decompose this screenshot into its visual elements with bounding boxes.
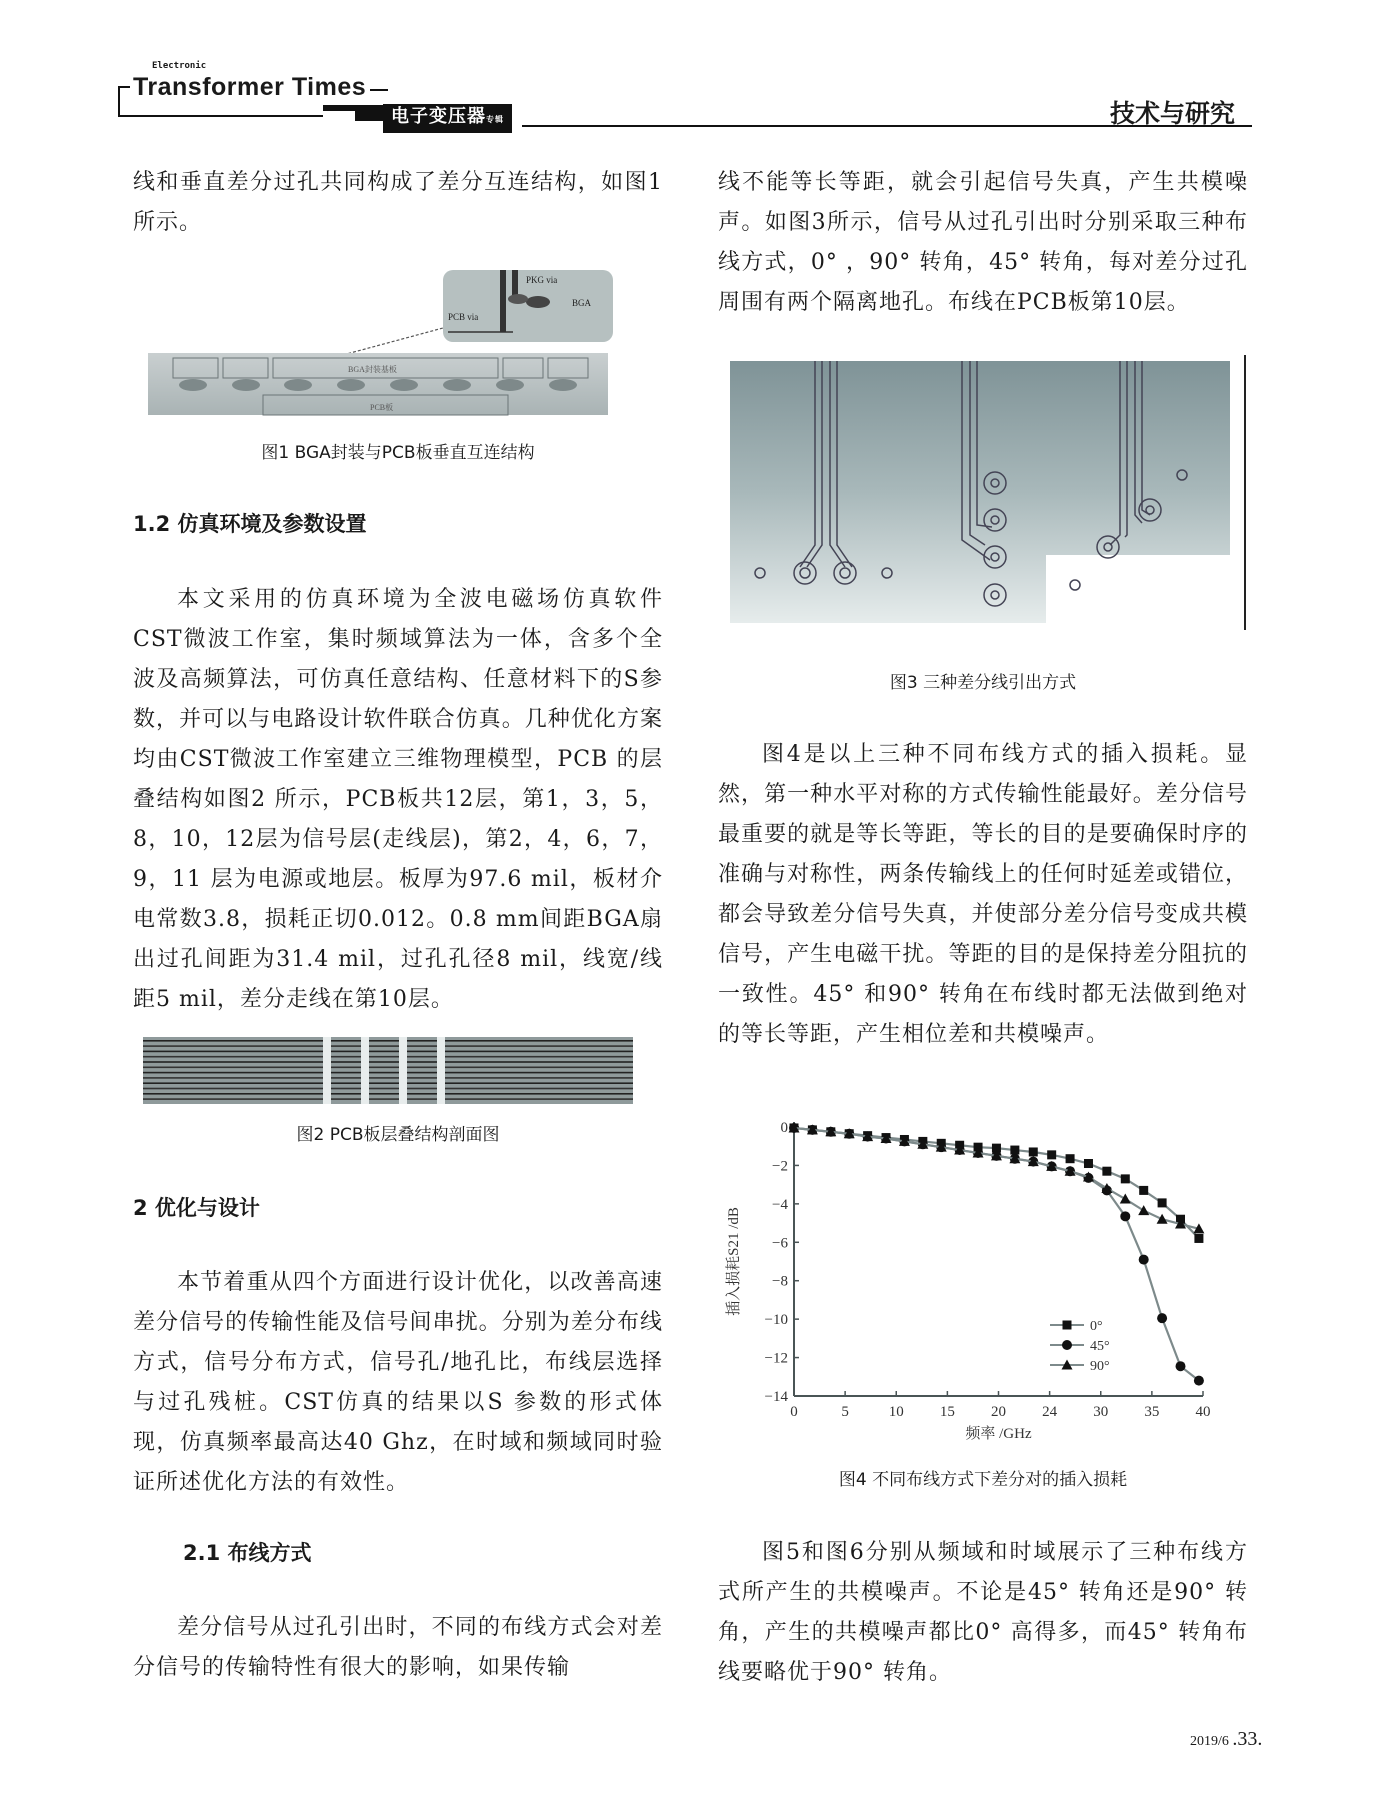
fig2-layer xyxy=(143,1045,633,1047)
fig2-layer xyxy=(143,1082,633,1084)
fig2-layer xyxy=(143,1093,633,1095)
fig2-layer xyxy=(143,1040,633,1042)
data-point xyxy=(1066,1154,1075,1163)
chart-legend xyxy=(1050,1319,1110,1374)
data-point xyxy=(1084,1159,1093,1168)
journal-cn-title: 电子变压器 xyxy=(391,106,486,127)
heading-1-2: 1.2 仿真环境及参数设置 xyxy=(133,512,367,536)
header-rule-left-bottom xyxy=(118,115,323,117)
x-tick-label: 30 xyxy=(1093,1404,1109,1420)
heading-2: 2 优化与设计 xyxy=(133,1196,260,1220)
journal-small-title: Electronic xyxy=(152,61,207,71)
data-point xyxy=(1121,1174,1130,1183)
figure-4-chart xyxy=(720,1100,1240,1445)
paragraph-1-2: 本文采用的仿真环境为全波电磁场仿真软件CST微波工作室，集时频域算法为一体，含多个全波及高频算法，可仿真任意结构、任意材料下的S参数，并可以与电路设计软件联合仿真。几种优化方案均由CST微波工作室建立三维物理模型，PCB 的层叠结构如图2 所示，PCB板共12层，第1，3，5，8，10，12层为信号层(走线层)，第2，4，6，7，9，11 层为电源或地层。板厚为97.6 mil，板材介电常数3.8，损耗正切0.012。0.8 mm间距BGA扇出过孔间距为31.4 mil，过孔孔径8 mil，线宽/线距5 mil，差分走线在第10层。 xyxy=(133,587,663,1012)
x-tick-label: 0 xyxy=(790,1404,798,1420)
fig2-via xyxy=(361,1037,369,1104)
x-tick-label: 15 xyxy=(939,1404,955,1420)
page-footer xyxy=(1190,1728,1262,1751)
journal-cn-suffix: 专辑 xyxy=(486,115,504,124)
paragraph-2-1: 差分信号从过孔引出时，不同的布线方式会对差分信号的传输特性有很大的影响，如果传输 xyxy=(133,1615,663,1680)
legend-item xyxy=(1050,1339,1110,1354)
legend-label: 45° xyxy=(1090,1339,1110,1354)
figure-3-caption: 图3 三种差分线引出方式 xyxy=(889,673,1077,693)
series-0 xyxy=(790,1123,1204,1242)
journal-cn-badge xyxy=(383,104,512,133)
x-tick-label: 5 xyxy=(841,1404,849,1420)
series-1 xyxy=(789,1123,1204,1386)
y-tick-label: −10 xyxy=(764,1312,788,1329)
paragraph-2: 本节着重从四个方面进行设计优化，以改善高速差分信号的传输性能及信号间串扰。分别为差分布线方式，信号分布方式，信号孔/地孔比，布线层选择与过孔残桩。CST仿真的结果以S 参数的形式体现，仿真频率最高达40 Ghz，在时域和频域同时验证所述优化方法的有效性。 xyxy=(133,1270,663,1495)
heading-2-1: 2.1 布线方式 xyxy=(183,1541,312,1565)
fig1-label-pcb-via: PCB via xyxy=(448,312,479,322)
fig1-label-pkg-via: PKG via xyxy=(526,275,558,285)
x-tick-label: 24 xyxy=(1042,1404,1058,1420)
fig1-pkg-via xyxy=(500,270,506,332)
header-rule-title-tail xyxy=(370,89,388,91)
section-title: 技术与研究 xyxy=(1110,99,1236,128)
data-point xyxy=(1029,1147,1038,1156)
x-tick-label: 35 xyxy=(1144,1404,1160,1420)
header-rule-left-top xyxy=(118,86,130,88)
y-tick-label: −4 xyxy=(772,1196,788,1213)
page-number: .33. xyxy=(1232,1728,1263,1750)
legend-item xyxy=(1050,1319,1103,1334)
data-point xyxy=(1120,1211,1130,1221)
fig2-layer xyxy=(143,1088,633,1090)
fig1-label-substrate: BGA封装基板 xyxy=(348,365,397,374)
data-point xyxy=(1157,1313,1167,1323)
fig2-layer xyxy=(143,1072,633,1074)
fig2-via xyxy=(323,1037,331,1104)
figure-3 xyxy=(730,355,1255,635)
figure-4-caption: 图4 不同布线方式下差分对的插入损耗 xyxy=(838,1470,1128,1490)
y-tick-label: −6 xyxy=(772,1235,788,1252)
fig2-via xyxy=(437,1037,445,1104)
chart-axes xyxy=(765,1120,1211,1420)
fig1-pkg-via-2 xyxy=(512,270,518,298)
data-point xyxy=(1139,1255,1149,1265)
legend-label: 90° xyxy=(1090,1359,1110,1374)
x-tick-label: 20 xyxy=(991,1404,1006,1420)
figure-2 xyxy=(143,1037,633,1104)
data-point xyxy=(1047,1150,1056,1159)
legend-marker xyxy=(1063,1321,1072,1330)
paragraph-continued: 线不能等长等距，就会引起信号失真，产生共模噪声。如图3所示，信号从过孔引出时分别采取三种布线方式，0° ，90° 转角，45° 转角，每对差分过孔周围有两个隔离地孔。布线在PCB板第10层。 xyxy=(718,170,1248,315)
data-point xyxy=(1102,1167,1111,1176)
fig1-bga-ball-2 xyxy=(508,294,528,304)
y-tick-label: −2 xyxy=(772,1158,788,1175)
data-point xyxy=(1158,1198,1167,1207)
chart-y-axis-label: 插入损耗S21 /dB xyxy=(726,1207,742,1316)
y-tick-label: 0 xyxy=(780,1120,788,1136)
insertion-loss-chart xyxy=(720,1100,1240,1445)
header-rule-left-vertical xyxy=(118,86,120,116)
figure-2-caption: 图2 PCB板层叠结构剖面图 xyxy=(296,1125,500,1145)
paragraph-figures-5-6: 图5和图6分别从频域和时域展示了三种布线方式所产生的共模噪声。不论是45° 转角还是90° 转角，产生的共模噪声都比0° 高得多，而45° 转角布线要略优于90° 转角。 xyxy=(718,1540,1248,1685)
fig1-label-bga: BGA xyxy=(572,298,592,308)
fig2-layer xyxy=(143,1051,633,1053)
fig1-bga-ball xyxy=(526,296,550,308)
paragraph-intro: 线和垂直差分过孔共同构成了差分互连结构，如图1所示。 xyxy=(133,170,663,235)
y-tick-label: −8 xyxy=(772,1273,788,1290)
fig1-label-pcb: PCB板 xyxy=(370,403,394,412)
fig2-layer xyxy=(143,1077,633,1079)
fig2-layer xyxy=(143,1061,633,1063)
data-point xyxy=(1139,1186,1148,1195)
series-2 xyxy=(789,1122,1205,1233)
chart-x-axis-label: 频率 /GHz xyxy=(965,1426,1032,1442)
data-point xyxy=(1194,1234,1203,1243)
legend-label: 0° xyxy=(1090,1319,1103,1334)
data-point xyxy=(1194,1376,1204,1386)
paragraph-figure-4: 图4是以上三种不同布线方式的插入损耗。显然，第一种水平对称的方式传输性能最好。差分信号最重要的就是等长等距，等长的目的是要确保时序的准确与对称性，两条传输线上的任何时延差或错位，都会导致差分信号失真，并使部分差分信号变成共模信号，产生电磁干扰。等距的目的是保持差分阻抗的一致性。45° 和90° 转角在布线时都无法做到绝对的等长等距，产生相位差和共模噪声。 xyxy=(718,742,1248,1047)
legend-item xyxy=(1050,1359,1110,1374)
figure-1 xyxy=(148,270,668,420)
chart-series xyxy=(789,1122,1205,1385)
data-point xyxy=(1157,1214,1168,1224)
x-tick-label: 40 xyxy=(1195,1404,1211,1420)
series-line xyxy=(794,1128,1199,1381)
figure-1-diagram xyxy=(148,270,668,420)
fig2-layer xyxy=(143,1067,633,1069)
x-tick-label: 10 xyxy=(888,1404,904,1420)
header-black-step xyxy=(355,105,385,121)
figure-2-diagram xyxy=(143,1037,633,1104)
data-point xyxy=(1120,1194,1131,1204)
data-point xyxy=(1138,1205,1149,1215)
fig2-layer xyxy=(143,1056,633,1058)
issue-number: 2019/6 xyxy=(1190,1734,1229,1749)
legend-marker xyxy=(1062,1340,1072,1350)
journal-title: Transformer Times xyxy=(133,73,367,101)
fig2-via xyxy=(399,1037,407,1104)
y-tick-label: −14 xyxy=(764,1389,788,1405)
y-tick-label: −12 xyxy=(764,1350,788,1367)
data-point xyxy=(1176,1361,1186,1371)
figure-1-caption: 图1 BGA封装与PCB板垂直互连结构 xyxy=(261,443,535,463)
series-line xyxy=(794,1128,1199,1229)
figure-3-diagram xyxy=(730,355,1255,635)
fig2-layer xyxy=(143,1098,633,1100)
